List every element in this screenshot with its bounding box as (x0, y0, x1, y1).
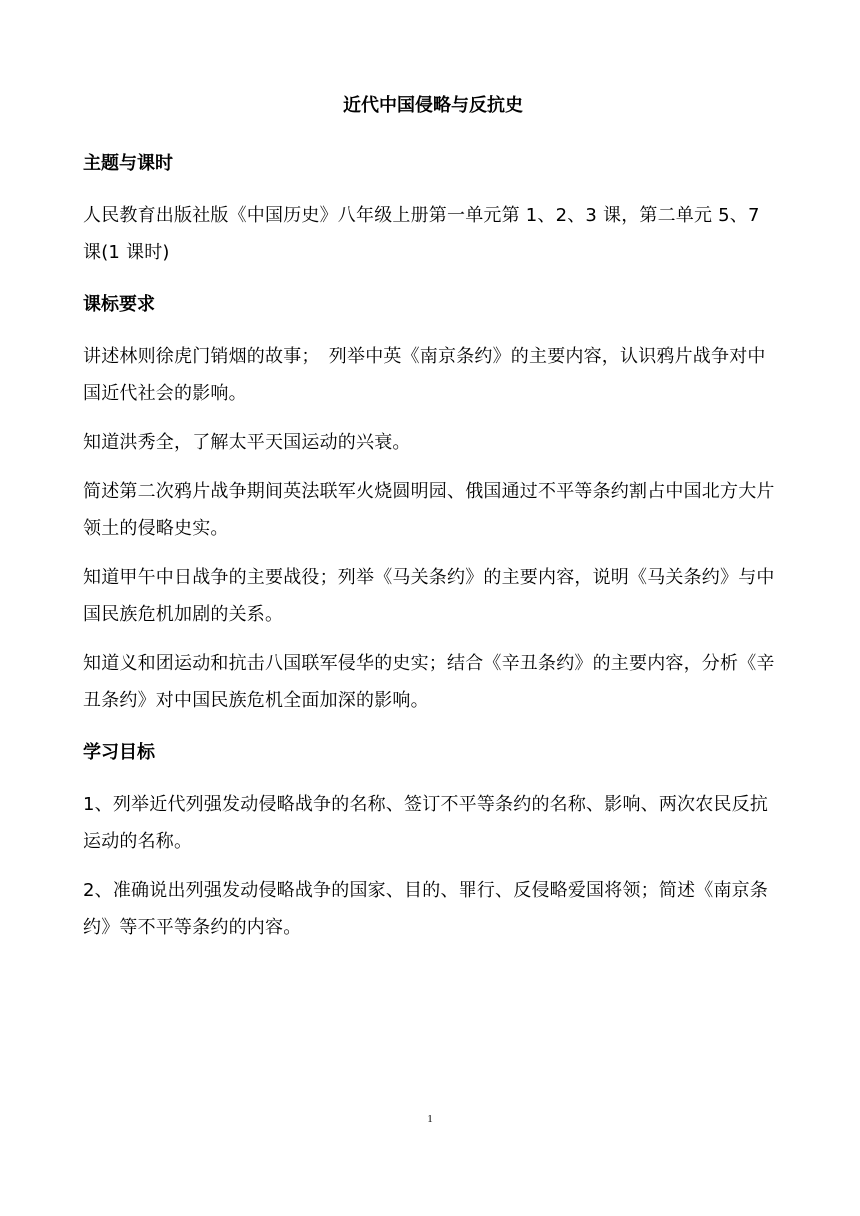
standards-paragraph-1: 讲述林则徐虎门销烟的故事； 列举中英《南京条约》的主要内容，认识鸦片战争对中国近代社会的影响。 (83, 346, 766, 404)
topic-paragraph: 人民教育出版社版《中国历史》八年级上册第一单元第 1、2、3 课，第二单元 5、7 课(1 课时) (83, 205, 760, 263)
objective-item-2: 2、准确说出列强发动侵略战争的国家、目的、罪行、反侵略爱国将领；简述《南京条约》等不平等条约的内容。 (83, 880, 769, 938)
section-heading-objectives: 学习目标 (83, 742, 155, 763)
objective-item-1: 1、列举近代列强发动侵略战争的名称、签订不平等条约的名称、影响、两次农民反抗运动的名称。 (83, 794, 769, 852)
section-heading-standards: 课标要求 (83, 294, 155, 315)
document-title: 近代中国侵略与反抗史 (343, 95, 523, 116)
standards-paragraph-4: 知道甲午中日战争的主要战役；列举《马关条约》的主要内容，说明《马关条约》与中国民族危机加剧的关系。 (83, 567, 775, 625)
standards-paragraph-5: 知道义和团运动和抗击八国联军侵华的史实；结合《辛丑条约》的主要内容，分析《辛丑条约》对中国民族危机全面加深的影响。 (83, 653, 775, 711)
standards-paragraph-3: 简述第二次鸦片战争期间英法联军火烧圆明园、俄国通过不平等条约割占中国北方大片领土的侵略史实。 (83, 481, 775, 539)
standards-paragraph-2: 知道洪秀全，了解太平天国运动的兴衰。 (83, 432, 411, 453)
page-number: 1 (427, 1113, 433, 1125)
document-body (83, 92, 783, 946)
section-heading-topic: 主题与课时 (83, 153, 173, 174)
